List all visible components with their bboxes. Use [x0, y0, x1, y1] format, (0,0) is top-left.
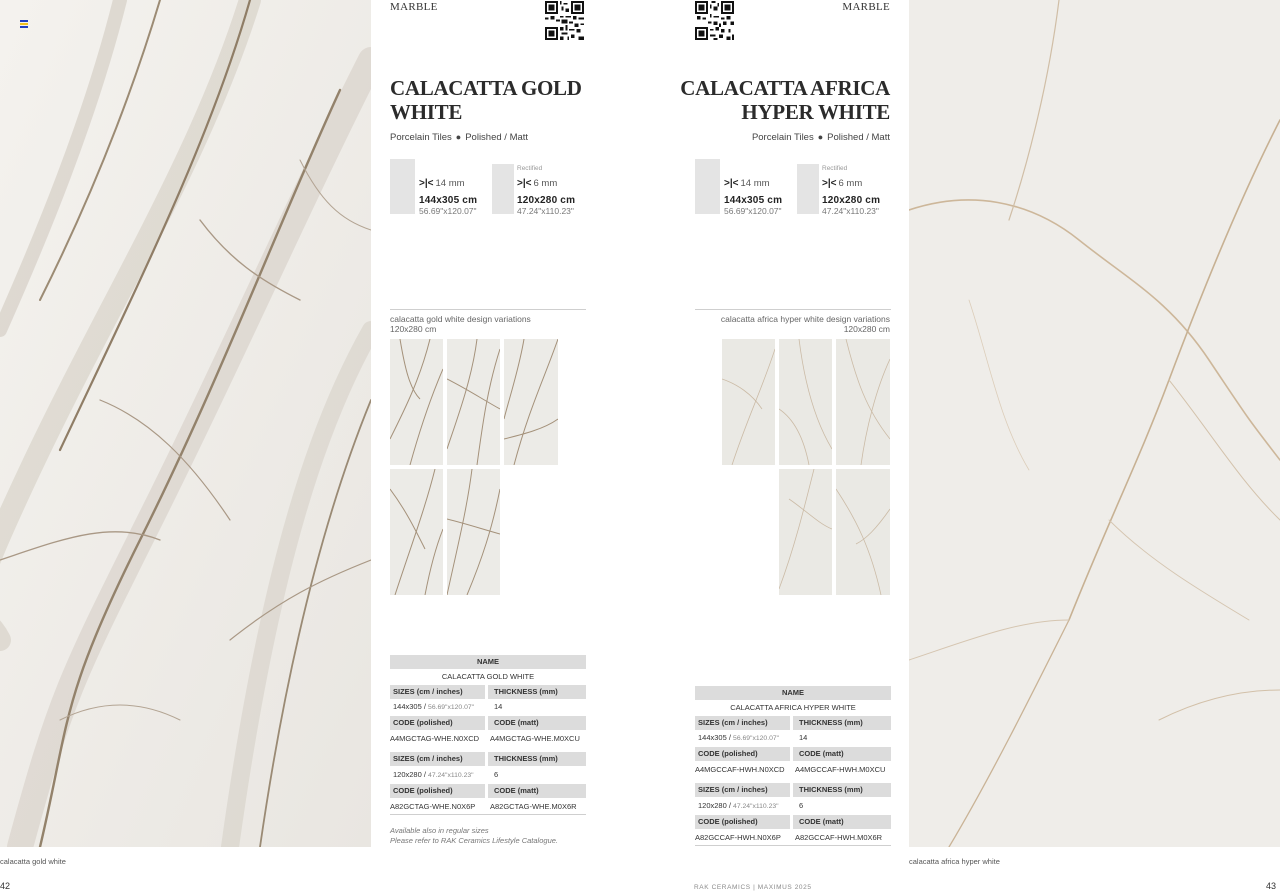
thickness-cell: 14 [799, 733, 808, 742]
product-title-line: CALACATTA GOLD [390, 76, 582, 100]
thickness-cell: 6 [494, 770, 499, 779]
variations-size: 120x280 cm [390, 324, 437, 334]
format-swatch [797, 164, 819, 214]
product-title-line: CALACATTA AFRICA [680, 76, 890, 100]
code-matt-cell: A82GCTAG-WHE.M0X6R [490, 802, 577, 811]
language-flag-icon[interactable] [20, 20, 28, 27]
code-polished-header: CODE (polished) [695, 815, 790, 829]
variations-size: 120x280 cm [843, 324, 890, 334]
format-swatch [390, 159, 415, 214]
code-matt-cell: A4MGCCAF-HWH.M0XCU [795, 765, 886, 774]
code-polished-header: CODE (polished) [695, 747, 790, 761]
note-line: Please refer to RAK Ceramics Lifestyle Catalogue. [390, 836, 558, 845]
thickness-cell: 6 [799, 801, 804, 810]
format-size-inches: 47.24"x110.23" [517, 206, 574, 216]
thickness-header: THICKNESS (mm) [793, 716, 891, 730]
variation-tile[interactable] [779, 339, 832, 465]
format-size-inches: 56.69"x120.07" [724, 206, 782, 216]
finish-label: Polished / Matt [465, 132, 529, 143]
code-polished-cell: A82GCCAF-HWH.N0X6P [695, 833, 781, 842]
material-label: Porcelain Tiles [390, 132, 452, 143]
material-label: Porcelain Tiles [751, 132, 814, 143]
variation-tile[interactable] [447, 469, 500, 595]
code-matt-cell: A4MGCTAG-WHE.M0XCU [490, 734, 580, 743]
format-thickness [724, 178, 770, 189]
size-cm: 120x280 [698, 801, 727, 810]
sizes-header: SIZES (cm / inches) [390, 752, 485, 766]
bullet-icon: ● [817, 132, 824, 142]
variations-label [721, 314, 890, 334]
thickness-header: THICKNESS (mm) [488, 685, 586, 699]
rectified-label: Rectified [517, 165, 543, 172]
table-row [390, 768, 586, 782]
table-row [695, 763, 891, 777]
flag-stripe [20, 23, 28, 25]
variation-tile[interactable] [390, 469, 443, 595]
rectified-label: Rectified [822, 165, 848, 172]
size-cm: 144x305 [393, 702, 422, 711]
code-matt-header: CODE (matt) [793, 747, 891, 761]
category-label: MARBLE [842, 1, 890, 13]
table-row [390, 732, 586, 746]
product-name-cell: CALACATTA AFRICA HYPER WHITE [730, 703, 856, 712]
variation-tile[interactable] [836, 469, 890, 595]
code-matt-header: CODE (matt) [488, 716, 586, 730]
divider [695, 309, 891, 310]
size-cell: 120x280 / 47.24"x110.23" [698, 801, 779, 810]
size-in: 56.69"x120.07" [428, 704, 475, 711]
thickness-value: 6 mm [533, 178, 558, 189]
right-image-caption: calacatta africa hyper white [909, 857, 1000, 866]
size-in: 47.24"x110.23" [428, 772, 474, 779]
flag-stripe [20, 26, 28, 28]
calacatta-gold-white-slab-image [0, 0, 371, 847]
variation-tile[interactable] [390, 339, 443, 465]
thickness-header: THICKNESS (mm) [488, 752, 586, 766]
table-row [390, 716, 586, 730]
code-polished-cell: A82GCTAG-WHE.N0X6P [390, 802, 476, 811]
table-row [695, 783, 891, 797]
thickness-arrows-icon: >|< [724, 178, 739, 189]
format-swatch [695, 159, 720, 214]
size-cm: 120x280 [393, 770, 422, 779]
variation-tile[interactable] [779, 469, 832, 595]
table-row [390, 752, 586, 766]
code-matt-cell: A82GCCAF-HWH.M0X6R [795, 833, 883, 842]
size-cell: 144x305 / 56.69"x120.07" [393, 702, 475, 711]
format-size-cm: 144x305 cm [419, 195, 478, 206]
code-polished-cell: A4MGCCAF-HWH.N0XCD [695, 765, 785, 774]
footer-brand: RAK CERAMICS | MAXIMUS 2025 [694, 884, 812, 891]
code-polished-cell: A4MGCTAG-WHE.N0XCD [390, 734, 480, 743]
size-in: 56.69"x120.07" [733, 735, 780, 742]
right-page-number: 43 [1266, 881, 1277, 891]
calacatta-africa-hyper-white-slab-image [909, 0, 1280, 847]
sizes-header: SIZES (cm / inches) [695, 716, 790, 730]
format-thickness [419, 178, 465, 189]
code-matt-header: CODE (matt) [488, 784, 586, 798]
format-swatch [492, 164, 514, 214]
qr-code-icon[interactable] [545, 1, 584, 40]
left-page-number: 42 [0, 881, 11, 891]
table-row [695, 747, 891, 761]
size-cell: 144x305 / 56.69"x120.07" [698, 733, 780, 742]
table-row [390, 685, 586, 699]
flag-stripe [20, 20, 28, 22]
size-cell: 120x280 / 47.24"x110.23" [393, 770, 474, 779]
product-subtitle [390, 132, 528, 143]
product-title [680, 76, 890, 124]
code-matt-header: CODE (matt) [793, 815, 891, 829]
note-line: Available also in regular sizes [390, 826, 489, 835]
size-in: 47.24"x110.23" [733, 803, 779, 810]
bullet-icon: ● [455, 132, 462, 142]
variation-tile[interactable] [504, 339, 558, 465]
product-subtitle [752, 132, 890, 143]
name-header: NAME [390, 655, 586, 669]
table-row [695, 716, 891, 730]
finish-label: Polished / Matt [827, 132, 890, 143]
format-size-cm: 144x305 cm [724, 195, 783, 206]
thickness-header: THICKNESS (mm) [793, 783, 891, 797]
spec-table [390, 655, 586, 820]
name-header: NAME [695, 686, 891, 700]
qr-code-icon[interactable] [695, 1, 734, 40]
left-image-caption: calacatta gold white [0, 857, 66, 866]
product-title-line: WHITE [390, 100, 463, 124]
product-title [390, 76, 582, 124]
sizes-header: SIZES (cm / inches) [695, 783, 790, 797]
variation-tile[interactable] [836, 339, 890, 465]
divider [390, 309, 586, 310]
table-row [390, 700, 586, 714]
thickness-value: 14 mm [435, 178, 465, 189]
spec-table [695, 686, 891, 846]
product-title-line: HYPER WHITE [741, 100, 890, 124]
size-cm: 144x305 [698, 733, 727, 742]
thickness-value: 6 mm [838, 178, 863, 189]
thickness-arrows-icon: >|< [419, 178, 434, 189]
variations-title: calacatta africa hyper white design variations [720, 314, 890, 324]
code-polished-header: CODE (polished) [390, 784, 485, 798]
variation-tile[interactable] [447, 339, 500, 465]
product-name-cell: CALACATTA GOLD WHITE [441, 672, 535, 681]
sizes-header: SIZES (cm / inches) [390, 685, 485, 699]
table-row [695, 831, 891, 846]
format-size-cm: 120x280 cm [517, 195, 576, 206]
table-row [695, 799, 891, 813]
format-thickness [517, 178, 557, 189]
table-row [390, 800, 586, 815]
table-row [695, 731, 891, 745]
thickness-arrows-icon: >|< [822, 178, 837, 189]
category-label: MARBLE [390, 1, 438, 13]
table-row [390, 784, 586, 798]
thickness-value: 14 mm [740, 178, 770, 189]
code-polished-header: CODE (polished) [390, 716, 485, 730]
format-size-inches: 56.69"x120.07" [419, 206, 477, 216]
format-thickness [822, 178, 862, 189]
variations-label [390, 314, 531, 334]
variation-tile[interactable] [722, 339, 775, 465]
table-row [695, 815, 891, 829]
thickness-arrows-icon: >|< [517, 178, 532, 189]
availability-note [390, 826, 558, 846]
format-size-inches: 47.24"x110.23" [822, 206, 879, 216]
thickness-cell: 14 [494, 702, 503, 711]
format-size-cm: 120x280 cm [822, 195, 881, 206]
variations-title: calacatta gold white design variations [390, 314, 531, 324]
